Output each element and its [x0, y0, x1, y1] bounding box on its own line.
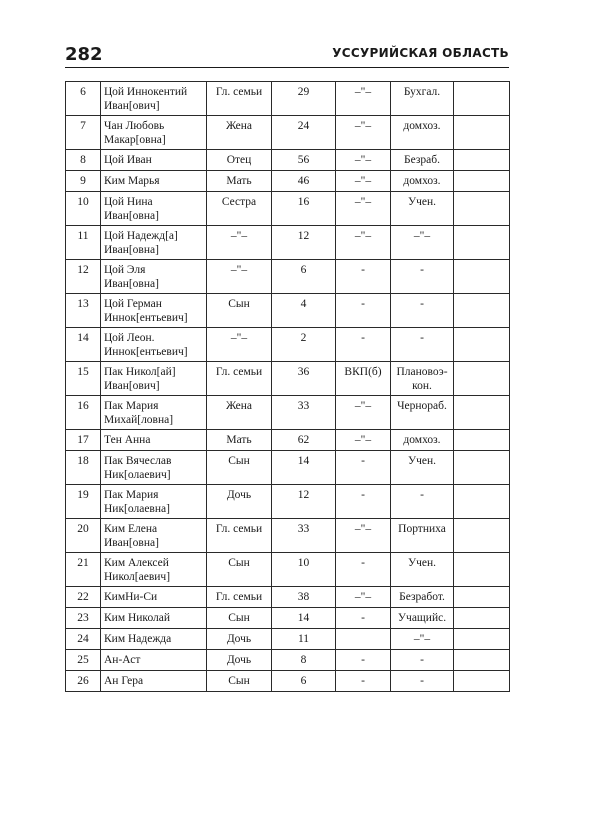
age-cell: 36: [272, 362, 336, 396]
blank-cell: [454, 328, 510, 362]
name-cell: Ким Марья: [101, 171, 207, 192]
age-cell: 14: [272, 451, 336, 485]
name-cell: Цой Иван: [101, 150, 207, 171]
occupation-cell: -: [391, 485, 454, 519]
blank-cell: [454, 451, 510, 485]
party-cell: –"–: [336, 430, 391, 451]
blank-cell: [454, 294, 510, 328]
occupation-cell: Учен.: [391, 451, 454, 485]
party-cell: ВКП(б): [336, 362, 391, 396]
table-row: [66, 485, 510, 519]
name-cell: Пак Никол[ай] Иван[ович]: [101, 362, 207, 396]
name-cell: Ким Николай: [101, 608, 207, 629]
blank-cell: [454, 629, 510, 650]
name-cell: Пак Мария Михай[ловна]: [101, 396, 207, 430]
occupation-cell: –"–: [391, 629, 454, 650]
age-cell: 62: [272, 430, 336, 451]
age-cell: 6: [272, 671, 336, 692]
name-cell: Ан-Аст: [101, 650, 207, 671]
table-row: [66, 260, 510, 294]
blank-cell: [454, 150, 510, 171]
blank-cell: [454, 485, 510, 519]
table-row: [66, 451, 510, 485]
blank-cell: [454, 171, 510, 192]
table-row: [66, 608, 510, 629]
name-cell: Ким Надежда: [101, 629, 207, 650]
age-cell: 11: [272, 629, 336, 650]
age-cell: 56: [272, 150, 336, 171]
name-cell: Тен Анна: [101, 430, 207, 451]
relation-cell: –"–: [207, 260, 272, 294]
relation-cell: Жена: [207, 116, 272, 150]
table-row: [66, 294, 510, 328]
blank-cell: [454, 671, 510, 692]
party-cell: -: [336, 294, 391, 328]
relation-cell: Мать: [207, 430, 272, 451]
table-row: [66, 519, 510, 553]
occupation-cell: Учен.: [391, 553, 454, 587]
party-cell: –"–: [336, 150, 391, 171]
table-row: [66, 587, 510, 608]
blank-cell: [454, 608, 510, 629]
table-row: [66, 150, 510, 171]
age-cell: 4: [272, 294, 336, 328]
occupation-cell: –"–: [391, 226, 454, 260]
name-cell: Цой Эля Иван[овна]: [101, 260, 207, 294]
blank-cell: [454, 82, 510, 116]
occupation-cell: Безраб.: [391, 150, 454, 171]
relation-cell: Мать: [207, 171, 272, 192]
age-cell: 33: [272, 396, 336, 430]
name-cell: Чан Любовь Макар[овна]: [101, 116, 207, 150]
relation-cell: Гл. семьи: [207, 587, 272, 608]
table-row: [66, 116, 510, 150]
table-row: [66, 226, 510, 260]
party-cell: –"–: [336, 82, 391, 116]
blank-cell: [454, 116, 510, 150]
age-cell: 12: [272, 226, 336, 260]
party-cell: –"–: [336, 192, 391, 226]
blank-cell: [454, 430, 510, 451]
row-number-cell: 13: [66, 294, 101, 328]
occupation-cell: Портниха: [391, 519, 454, 553]
row-number-cell: 25: [66, 650, 101, 671]
blank-cell: [454, 362, 510, 396]
name-cell: Цой Иннокентий Иван[ович]: [101, 82, 207, 116]
header-rule: [65, 67, 509, 68]
party-cell: -: [336, 328, 391, 362]
name-cell: Ким Алексей Никол[аевич]: [101, 553, 207, 587]
party-cell: -: [336, 671, 391, 692]
table-row: [66, 671, 510, 692]
row-number-cell: 10: [66, 192, 101, 226]
occupation-cell: домхоз.: [391, 171, 454, 192]
row-number-cell: 8: [66, 150, 101, 171]
age-cell: 12: [272, 485, 336, 519]
name-cell: Цой Надежд[а] Иван[овна]: [101, 226, 207, 260]
relation-cell: Жена: [207, 396, 272, 430]
age-cell: 6: [272, 260, 336, 294]
row-number-cell: 6: [66, 82, 101, 116]
row-number-cell: 19: [66, 485, 101, 519]
relation-cell: –"–: [207, 328, 272, 362]
occupation-cell: Учен.: [391, 192, 454, 226]
party-cell: -: [336, 650, 391, 671]
row-number-cell: 9: [66, 171, 101, 192]
table-row: [66, 650, 510, 671]
row-number-cell: 18: [66, 451, 101, 485]
name-cell: Ан Гера: [101, 671, 207, 692]
age-cell: 33: [272, 519, 336, 553]
row-number-cell: 17: [66, 430, 101, 451]
blank-cell: [454, 396, 510, 430]
party-cell: -: [336, 485, 391, 519]
table-row: [66, 553, 510, 587]
row-number-cell: 24: [66, 629, 101, 650]
table-row: [66, 171, 510, 192]
table-row: [66, 396, 510, 430]
table-row: [66, 192, 510, 226]
name-cell: Цой Леон. Иннок[ентьевич]: [101, 328, 207, 362]
party-cell: –"–: [336, 171, 391, 192]
occupation-cell: -: [391, 294, 454, 328]
occupation-cell: -: [391, 671, 454, 692]
party-cell: –"–: [336, 226, 391, 260]
row-number-cell: 26: [66, 671, 101, 692]
party-cell: –"–: [336, 587, 391, 608]
row-number-cell: 21: [66, 553, 101, 587]
relation-cell: Сын: [207, 671, 272, 692]
relation-cell: Дочь: [207, 629, 272, 650]
table-row: [66, 328, 510, 362]
relation-cell: Гл. семьи: [207, 362, 272, 396]
row-number-cell: 16: [66, 396, 101, 430]
page-number: 282: [65, 44, 103, 65]
relation-cell: Сестра: [207, 192, 272, 226]
row-number-cell: 14: [66, 328, 101, 362]
age-cell: 29: [272, 82, 336, 116]
occupation-cell: Бухгал.: [391, 82, 454, 116]
occupation-cell: Безработ.: [391, 587, 454, 608]
party-cell: -: [336, 260, 391, 294]
census-table: [65, 81, 510, 692]
party-cell: –"–: [336, 519, 391, 553]
census-table-body: [66, 82, 510, 692]
party-cell: -: [336, 451, 391, 485]
relation-cell: Гл. семьи: [207, 82, 272, 116]
age-cell: 38: [272, 587, 336, 608]
relation-cell: Дочь: [207, 485, 272, 519]
age-cell: 46: [272, 171, 336, 192]
page-header: [65, 44, 509, 66]
occupation-cell: Плановоэ-кон.: [391, 362, 454, 396]
party-cell: –"–: [336, 396, 391, 430]
relation-cell: Сын: [207, 553, 272, 587]
row-number-cell: 11: [66, 226, 101, 260]
relation-cell: Сын: [207, 294, 272, 328]
blank-cell: [454, 519, 510, 553]
row-number-cell: 20: [66, 519, 101, 553]
relation-cell: –"–: [207, 226, 272, 260]
name-cell: КимНи-Си: [101, 587, 207, 608]
name-cell: Пак Вячеслав Ник[олаевич]: [101, 451, 207, 485]
relation-cell: Сын: [207, 608, 272, 629]
table-row: [66, 362, 510, 396]
name-cell: Цой Герман Иннок[ентьевич]: [101, 294, 207, 328]
age-cell: 10: [272, 553, 336, 587]
age-cell: 2: [272, 328, 336, 362]
table-row: [66, 82, 510, 116]
relation-cell: Отец: [207, 150, 272, 171]
row-number-cell: 23: [66, 608, 101, 629]
occupation-cell: Учащийс.: [391, 608, 454, 629]
age-cell: 14: [272, 608, 336, 629]
running-title: УССУРИЙСКАЯ ОБЛАСТЬ: [332, 46, 509, 60]
age-cell: 16: [272, 192, 336, 226]
blank-cell: [454, 260, 510, 294]
name-cell: Пак Мария Ник[олаевна]: [101, 485, 207, 519]
blank-cell: [454, 226, 510, 260]
table-row: [66, 629, 510, 650]
occupation-cell: домхоз.: [391, 430, 454, 451]
blank-cell: [454, 553, 510, 587]
row-number-cell: 22: [66, 587, 101, 608]
relation-cell: Дочь: [207, 650, 272, 671]
occupation-cell: -: [391, 650, 454, 671]
row-number-cell: 15: [66, 362, 101, 396]
row-number-cell: 12: [66, 260, 101, 294]
blank-cell: [454, 192, 510, 226]
blank-cell: [454, 587, 510, 608]
party-cell: -: [336, 553, 391, 587]
name-cell: Цой Нина Иван[овна]: [101, 192, 207, 226]
age-cell: 8: [272, 650, 336, 671]
party-cell: –"–: [336, 116, 391, 150]
row-number-cell: 7: [66, 116, 101, 150]
relation-cell: Сын: [207, 451, 272, 485]
name-cell: Ким Елена Иван[овна]: [101, 519, 207, 553]
party-cell: -: [336, 608, 391, 629]
table-row: [66, 430, 510, 451]
occupation-cell: домхоз.: [391, 116, 454, 150]
blank-cell: [454, 650, 510, 671]
party-cell: [336, 629, 391, 650]
age-cell: 24: [272, 116, 336, 150]
occupation-cell: -: [391, 328, 454, 362]
occupation-cell: Чернораб.: [391, 396, 454, 430]
relation-cell: Гл. семьи: [207, 519, 272, 553]
occupation-cell: -: [391, 260, 454, 294]
